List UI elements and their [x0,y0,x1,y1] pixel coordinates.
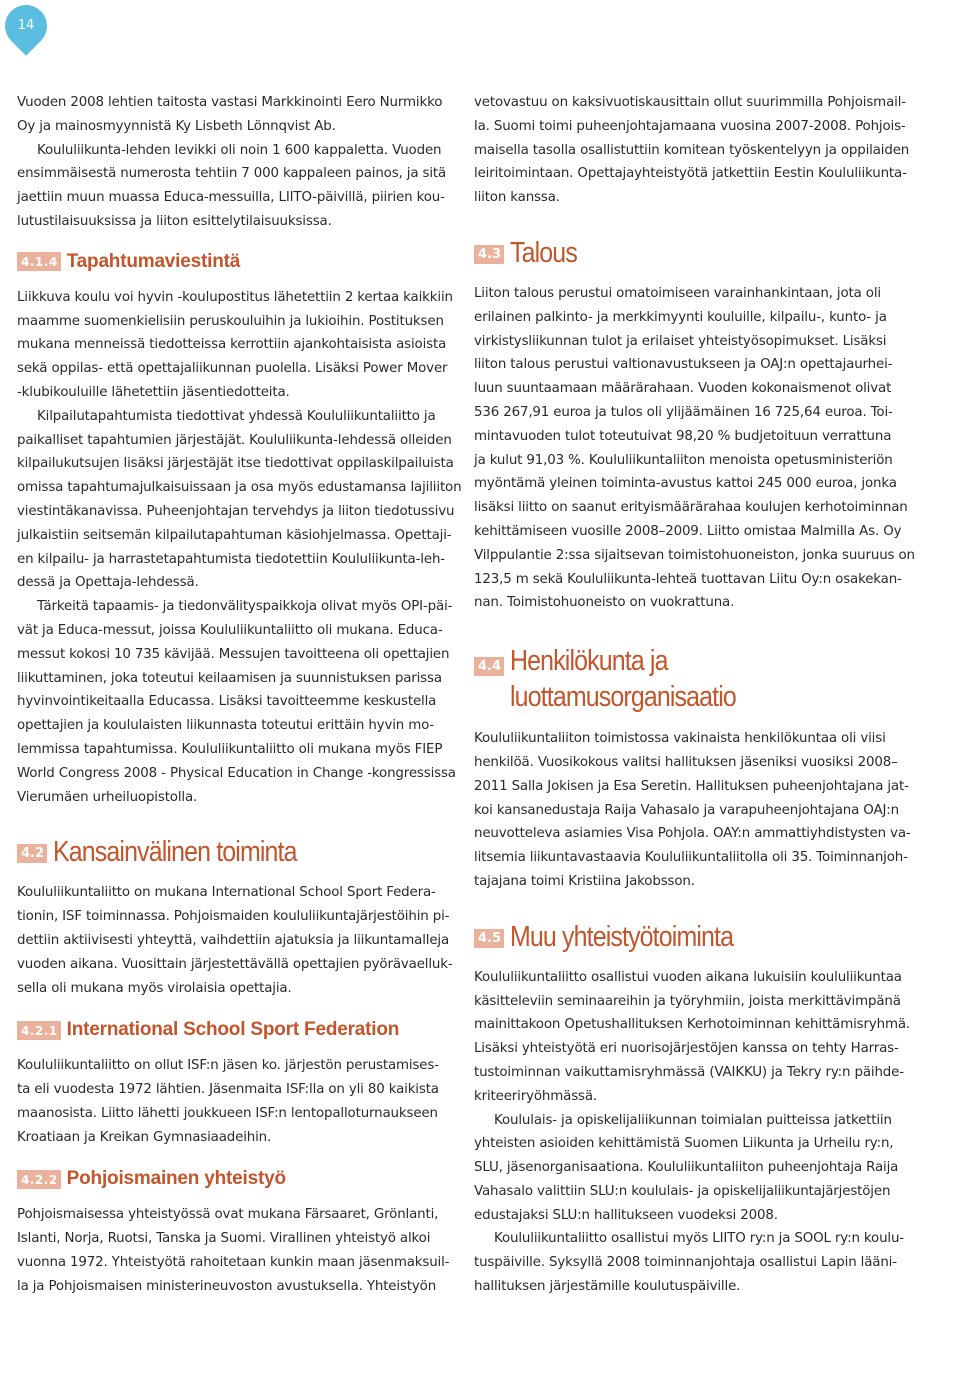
paragraph [17,1203,459,1298]
page-number: 14 [17,18,35,33]
text-line: sella oli mukana myös virolaisia opettajia. [17,980,292,996]
text-line: messut kokosi 10 735 kävijää. Messujen tavoitteena oli opettajien [17,646,450,662]
text-line: paikalliset tapahtumien järjestäjät. Koululiikunta-lehdessä olleiden [17,432,452,448]
section-heading-4-2-2 [17,1167,459,1191]
text-line: myöntämä yleinen toiminta-avustus kattoi 245 000 euroa, jonka [474,476,897,492]
text-line: koi kansanedustaja Raija Vahasalo ja varapuheenjohtajana OAJ:n [474,802,899,818]
paragraph [17,91,459,139]
text-line: sekä oppilas- että opettajaliikunnan puolella. Lisäksi Power Mover [17,361,448,377]
text-line: opettajien ja koululaisten liikunnasta toteutui erittäin hyvin mo- [17,718,435,734]
text-line: tuspäiville. Syksyllä 2008 toiminnanjohtaja osallistui Lapin lääni- [474,1255,897,1271]
left-column [17,91,462,1299]
text-line: Koululiikuntaliitto osallistui myös LIITO ry:n ja SOOL ry:n koulu- [494,1231,904,1247]
text-line: käsitteleviin seminaareihin ja työryhmiin, joista merkittävimpänä [474,993,901,1009]
section-title: Pohjoismainen yhteistyö [66,1168,286,1190]
section-number: 4.5 [474,929,504,948]
text-line: vuonna 1972. Yhteistyötä rahoitetaan kunkin maan jäsenmaksuil- [17,1255,450,1271]
text-line: la ja Pohjoismaisen ministerineuvoston avustuksella. Yhteistyön [17,1278,437,1294]
text-line: kilpailukutsujen lisäksi järjestäjät itse tiedottivat oppilaskilpailuista [17,456,454,472]
text-line: edustajaksi SLU:n hallitukseen vuodeksi 2008. [474,1207,778,1223]
text-line: maanosista. Liitto lähetti joukkueen ISF:n lentopalloturnaukseen [17,1105,438,1121]
text-line: Lisäksi yhteistyötä eri nuorisojärjestöjen kanssa on tehty Harras- [474,1041,899,1057]
text-line: vuoden aikana. Vuosittain järjestettävällä opettajien pyörävaelluk- [17,956,453,972]
text-line: virkistysliikunnan tulot ja erilaiset yhteistyösopimukset. Lisäksi [474,333,887,349]
text-line: Vahasalo valittiin SLU:n koululais- ja opiskelijaliikuntajärjestöjen [474,1183,891,1199]
text-line: nan. Toimistohuoneisto on vuokrattuna. [474,595,735,611]
text-line: lisäksi liitto on saanut erityismäärärahaa koulujen kerhotoiminnan [474,500,908,516]
text-line: Tärkeitä tapaamis- ja tiedonvälityspaikkoja olivat myös OPI-päi- [37,599,453,615]
text-line: hyvinvointikeitaalla Educassa. Lisäksi tavoitteemme keskustella [17,694,437,710]
paragraph [17,1054,459,1149]
text-line: jaettiin muun muassa Educa-messuilla, LIITO-päivillä, piirien kou- [17,190,445,206]
text-line: World Congress 2008 - Physical Education in Change -kongressissa [17,765,456,781]
section-number: 4.2.1 [17,1021,61,1040]
text-line: dessä ja Opettaja-lehdessä. [17,575,199,591]
paragraph [474,1227,922,1298]
paragraph [474,727,922,894]
text-line: mukana menneissä tiedotteissa kerrottiin ajankohtaisista asioista [17,337,447,353]
text-line: lutustilaisuuksissa ja liiton esittelytilaisuuksissa. [17,213,332,229]
paragraph [474,282,922,615]
text-line: liiton talous perustui valtionavustukseen ja OAJ:n opettajaurhei- [474,357,893,373]
text-line: Kilpailutapahtumista tiedottivat yhdessä Koululiikuntaliitto ja [37,408,436,424]
text-line: ta eli vuodesta 1972 lähtien. Jäsenmaita ISF:lla on yli 80 kaikista [17,1082,439,1098]
text-line: 2011 Salla Jokisen ja Esa Seretin. Hallituksen puheenjohtajana jat- [474,778,909,794]
paragraph [17,286,459,405]
text-line: -klubikouluille lähetettiin jäsentiedotteita. [17,384,290,400]
text-line: litsemia liikuntavastaavia Koululiikuntaliitolla oli 35. Toiminnanjoh- [474,850,908,866]
text-line: mintavuoden tulot toteutuivat 98,20 % budjetoituun verrattuna [474,428,892,444]
section-title: Muu yhteistyötoiminta [510,920,734,953]
text-line: vetovastuu on kaksivuotiskausittain ollut suurimmilla Pohjoismail- [474,95,906,110]
text-line: la. Suomi toimi puheenjohtajamaana vuosina 2007-2008. Pohjois- [474,118,906,134]
paragraph [17,405,462,595]
text-line: erilainen palkinto- ja merkkimyynti kouluille, kilpailu-, kunto- ja [474,309,887,325]
paragraph [17,139,459,234]
text-line: maamme suomenkielisiin peruskouluihin ja lukioihin. Postituksen [17,313,444,329]
text-line: lemmissa tapahtumissa. Koululiikuntaliitto oli mukana myös FIEP [17,741,443,757]
text-line: Koululiikunta-lehden levikki oli noin 1 600 kappaletta. Vuoden [37,142,442,158]
section-title: Talous [510,236,577,269]
text-line: Oy ja mainosmyynnistä Ky Lisbeth Lönnqvist Ab. [17,118,336,134]
paragraph [17,881,459,1000]
section-heading-4-2-1 [17,1018,459,1042]
text-line: Pohjoismaisessa yhteistyössä ovat mukana Färsaaret, Grönlanti, [17,1207,439,1223]
text-line: hallituksen järjestämille koulutuspäiville. [474,1279,741,1295]
text-line: Koululiikuntaliitto on ollut ISF:n jäsen ko. järjestön perustamises- [17,1058,439,1074]
text-line: Koululiikuntaliiton toimistossa vakinaista henkilökuntaa oli viisi [474,731,886,747]
text-line: maisella tasolla osallistuttiin komitean työskentelyyn ja oppilaiden [474,142,910,158]
text-line: mainittakoon Opetushallituksen Kerhotoiminnan kehittämisryhmä. [474,1017,911,1033]
text-line: omissa tapahtumajulkaisuissaan ja osa myös edustamansa lajiliiton [17,480,462,496]
text-line: tionin, ISF toiminnassa. Pohjoismaiden koululiikuntajärjestöihin pi- [17,909,450,925]
section-title: International School Sport Federation [66,1019,400,1041]
text-line: Liiton talous perustui omatoimiseen varainhankintaan, jota oli [474,285,881,301]
section-number: 4.1.4 [17,252,61,271]
text-line: neuvotteleva asiamies Visa Pohjola. OAY:n ammattiyhdistysten va- [474,826,911,842]
text-line: en kilpailu- ja harrastetapahtumista tiedotettiin Koululiikunta-leh- [17,551,445,567]
text-line: tustoiminnan vaikuttamisryhmässä (VAIKKU) ja Tekry ry:n päihde- [474,1064,904,1080]
section-title: Tapahtumaviestintä [66,250,241,272]
paragraph [474,1109,922,1228]
text-line: 123,5 m sekä Koululiikunta-lehteä tuottavan Liitu Oy:n osakekan- [474,571,902,587]
text-line: kriteeriryöhmässä. [474,1088,598,1104]
text-line: SLU, jäsenorganisaationa. Koululiikuntaliiton puheenjohtaja Raija [474,1160,899,1176]
text-line: Vilppulantie 2:ssa sijaitsevan toimistohuoneiston, jonka suuruus on [474,547,915,563]
text-line: yhteisten asioiden kehittämistä Suomen Liikunta ja Urheilu ry:n, [474,1136,894,1152]
text-line: Koululais- ja opiskelijaliikunnan toimialan puitteissa jatkettiin [494,1112,892,1128]
right-column [474,91,922,1299]
section-title: Henkilökunta ja luottamusorganisaatio [510,645,736,714]
text-line: liiton kanssa. [474,190,560,206]
section-heading-4-1-4 [17,250,459,274]
paragraph [474,91,922,210]
text-line: ja kulut 91,03 %. Koululiikuntaliiton menoista opetusministeriön [474,452,893,468]
text-line: leiritoimintaan. Opettajayhteistyötä jatkettiin Eestin Koululiikunta- [474,166,907,182]
text-line: julkaistiin seitsemän kilpailutapahtuman käsiohjelmassa. Opettaji- [17,527,452,543]
text-line: Liikkuva koulu voi hyvin -koulupostitus lähetettiin 2 kertaa kaikkiin [17,289,453,305]
section-title: Kansainvälinen toiminta [53,836,297,869]
text-line: Vierumäen urheiluopistolla. [17,789,198,805]
section-number: 4.4 [474,657,504,676]
section-heading-4-4 [474,643,922,715]
text-line: ensimmäisestä numerosta tehtiin 7 000 kappaleen painos, ja sitä [17,166,447,182]
paragraph [17,595,459,809]
text-line: viestintäkanavissa. Puheenjohtajan tervehdys ja liiton tiedotussivu [17,503,455,519]
text-line: liikuttaminen, joka toteutui keilaamisen ja suunnistuksen parissa [17,670,442,686]
text-line: dettiin aktiivisesti yhteyttä, vaihdettiin ajatuksia ja liikuntamalleja [17,932,450,948]
text-line: henkilöä. Vuosikokous valitsi hallituksen jäseniksi vuosiksi 2008– [474,754,898,770]
text-line: 536 267,91 euroa ja tulos oli ylijäämäinen 16 725,64 euroa. Toi- [474,404,893,420]
text-line: kehittämiseen vuosille 2008–2009. Liitto omistaa Malmilla As. Oy [474,523,902,539]
section-number: 4.2.2 [17,1170,61,1189]
text-line: Koululiikuntaliitto on mukana International School Sport Federa- [17,885,436,901]
section-number: 4.2 [17,844,47,863]
paragraph [474,966,922,1109]
text-line: Vuoden 2008 lehtien taitosta vastasi Markkinointi Eero Nurmikko [17,95,443,110]
section-heading-4-2 [17,835,459,869]
text-line: luun suuntaamaan määrärahaan. Vuoden kokonaismenot olivat [474,381,892,397]
section-heading-4-5 [474,920,922,954]
text-line: Kroatiaan ja Kreikan Gymnasiaadeihin. [17,1129,272,1145]
text-line: tajajana toimi Kristiina Jakobsson. [474,873,695,889]
text-line: Islanti, Norja, Ruotsi, Tanska ja Suomi. Virallinen yhteistyö alkoi [17,1231,431,1247]
section-heading-4-3 [474,236,922,270]
text-line: vät ja Educa-messut, joissa Koululiikuntaliitto oli mukana. Educa- [17,622,443,638]
text-line: Koululiikuntaliitto osallistui vuoden aikana lukuisiin koululiikuntaa [474,969,902,985]
section-number: 4.3 [474,245,504,264]
